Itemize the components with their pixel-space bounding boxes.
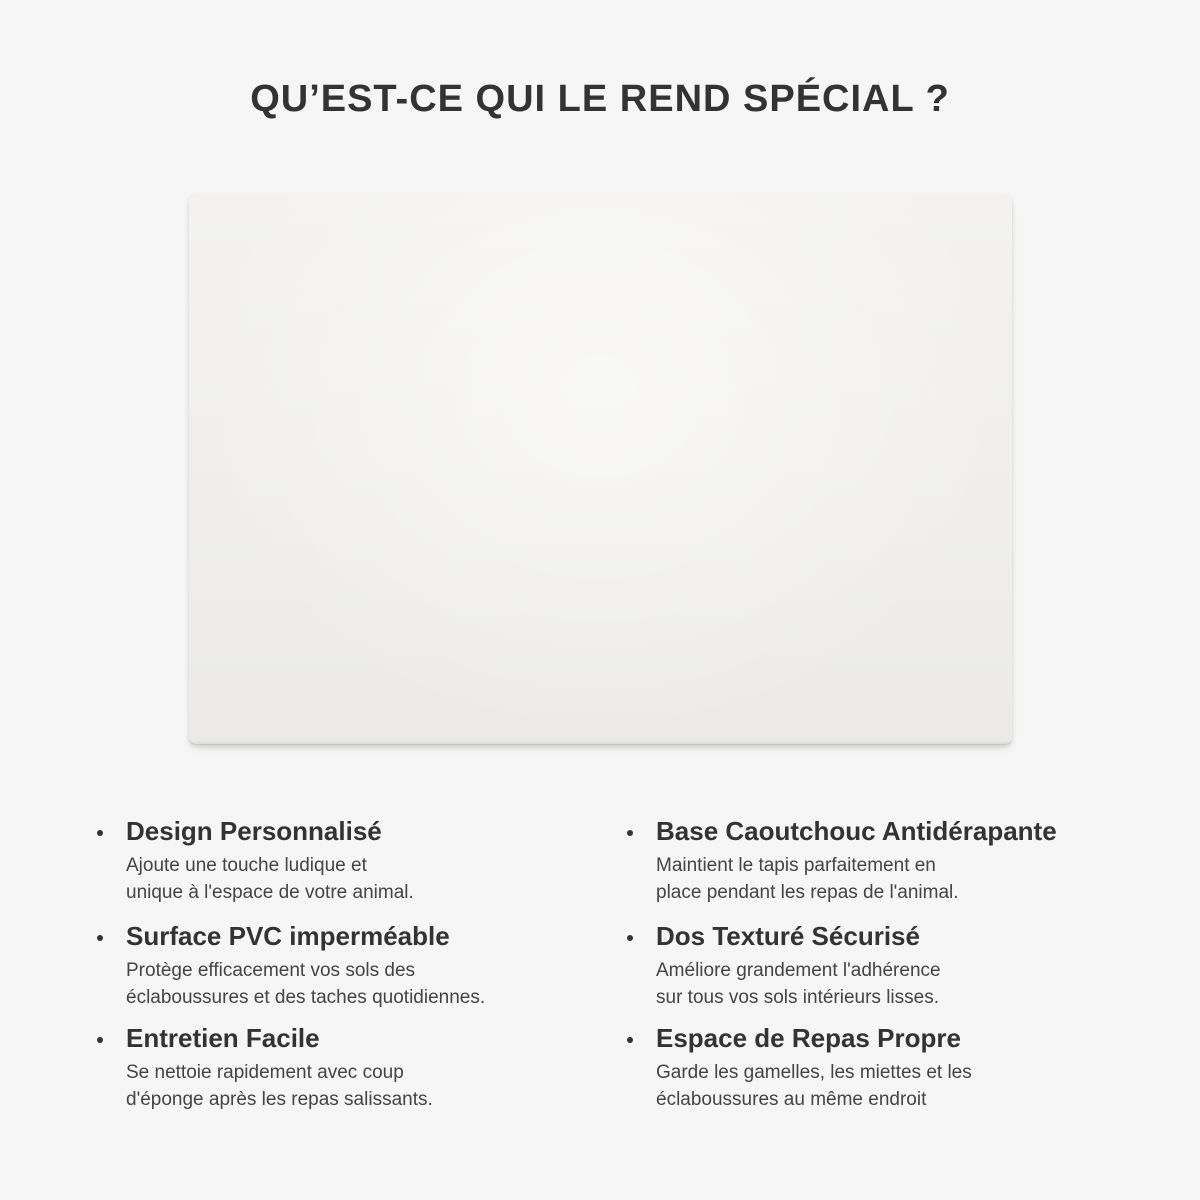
feature-description-line: place pendant les repas de l'animal. bbox=[656, 882, 959, 903]
bullet-icon bbox=[97, 830, 103, 836]
bullet-icon bbox=[627, 830, 633, 836]
bullet-icon bbox=[97, 935, 103, 941]
feature-item-surface bbox=[126, 921, 646, 1011]
feature-description bbox=[656, 852, 1176, 906]
feature-description-line: éclaboussures au même endroit bbox=[656, 1089, 927, 1110]
feature-description-line: Ajoute une touche ludique et bbox=[126, 855, 367, 876]
bullet-icon bbox=[97, 1037, 103, 1043]
feature-title: Espace de Repas Propre bbox=[656, 1023, 961, 1053]
feature-description bbox=[126, 1059, 646, 1113]
bullet-icon bbox=[627, 1037, 633, 1043]
feature-description-line: d'éponge après les repas salissants. bbox=[126, 1089, 433, 1110]
feature-description bbox=[126, 852, 646, 906]
bullet-icon bbox=[627, 935, 633, 941]
feature-description-line: Protège efficacement vos sols des bbox=[126, 960, 416, 981]
feature-description-line: Maintient le tapis parfaitement en bbox=[656, 855, 936, 876]
feature-description bbox=[126, 957, 646, 1011]
page-title: QU’EST-CE QUI LE REND SPÉCIAL ? bbox=[250, 78, 950, 120]
feature-item-cleaning bbox=[126, 1023, 646, 1113]
feature-description bbox=[656, 1059, 1176, 1113]
feature-description-line: unique à l'espace de votre animal. bbox=[126, 882, 414, 903]
feature-description bbox=[656, 957, 1176, 1011]
product-image-placemat bbox=[189, 193, 1012, 744]
feature-title: Surface PVC imperméable bbox=[126, 921, 450, 951]
feature-description-line: sur tous vos sols intérieurs lisses. bbox=[656, 987, 939, 1008]
feature-description-line: Se nettoie rapidement avec coup bbox=[126, 1062, 404, 1083]
feature-title: Base Caoutchouc Antidérapante bbox=[656, 816, 1057, 846]
feature-title: Entretien Facile bbox=[126, 1023, 320, 1053]
feature-item-back bbox=[656, 921, 1176, 1011]
placemat-edge-shadow bbox=[189, 740, 1012, 744]
feature-item-base bbox=[656, 816, 1176, 906]
feature-title: Design Personnalisé bbox=[126, 816, 382, 846]
feature-description-line: Améliore grandement l'adhérence bbox=[656, 960, 941, 981]
feature-item-clean-space bbox=[656, 1023, 1176, 1113]
feature-title: Dos Texturé Sécurisé bbox=[656, 921, 920, 951]
feature-description-line: éclaboussures et des taches quotidiennes. bbox=[126, 987, 486, 1008]
feature-description-line: Garde les gamelles, les miettes et les bbox=[656, 1062, 972, 1083]
feature-item-design bbox=[126, 816, 646, 906]
